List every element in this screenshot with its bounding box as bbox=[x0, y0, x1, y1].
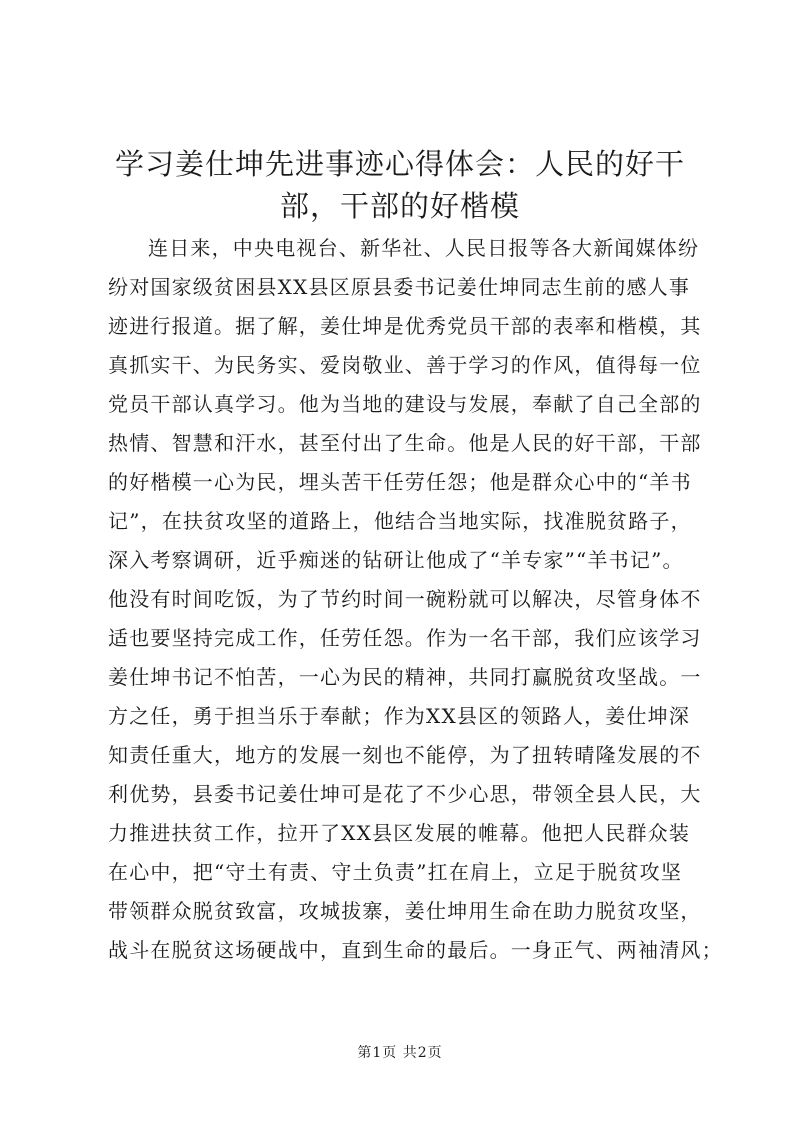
body-line: 党员干部认真学习。他为当地的建设与发展，奉献了自己全部的 bbox=[108, 392, 702, 416]
body-line: 在心中，把“守土有责、守土负责”扛在肩上，立足于脱贫攻坚 bbox=[108, 860, 683, 884]
body-line: 他没有时间吃饭，为了节约时间一碗粉就可以解决，尽管身体不 bbox=[108, 587, 702, 611]
body-line: 的好楷模一心为民，埋头苦干任劳任怨；他是群众心中的“羊书 bbox=[108, 470, 692, 494]
body-line: 姜仕坤书记不怕苦，一心为民的精神，共同打赢脱贫攻坚战。一 bbox=[108, 665, 702, 689]
body-line: 带领群众脱贫致富，攻城拔寨，姜仕坤用生命在助力脱贫攻坚， bbox=[108, 899, 702, 923]
body-line: 知责任重大，地方的发展一刻也不能停，为了扭转晴隆发展的不 bbox=[108, 743, 702, 767]
body-line: 热情、智慧和汗水，甚至付出了生命。他是人民的好干部，干部 bbox=[108, 431, 702, 455]
body-line: 战斗在脱贫这场硬战中，直到生命的最后。一身正气、两袖清风； bbox=[108, 938, 723, 962]
body-line: 记”，在扶贫攻坚的道路上，他结合当地实际，找准脱贫路子， bbox=[108, 509, 692, 533]
page-title-line-1: 学习姜仕坤先进事迹心得体会：人民的好干 bbox=[114, 147, 685, 181]
body-line: 利优势，县委书记姜仕坤可是花了不少心思，带领全县人民，大 bbox=[108, 782, 702, 806]
page-title-line-2: 部，干部的好楷模 bbox=[279, 189, 520, 223]
body-line: 连日来，中央电视台、新华社、人民日报等各大新闻媒体纷 bbox=[148, 236, 700, 260]
body-line: 纷对国家级贫困县XX县区原县委书记姜仕坤同志生前的感人事 bbox=[108, 275, 691, 299]
body-line: 真抓实干、为民务实、爱岗敬业、善于学习的作风，值得每一位 bbox=[108, 353, 702, 377]
page-number-footer: 第1页 共2页 bbox=[357, 1045, 443, 1061]
body-line: 方之任，勇于担当乐于奉献；作为XX县区的领路人，姜仕坤深 bbox=[108, 704, 691, 728]
body-line: 迹进行报道。据了解，姜仕坤是优秀党员干部的表率和楷模，其 bbox=[108, 314, 702, 338]
body-line: 适也要坚持完成工作，任劳任怨。作为一名干部，我们应该学习 bbox=[108, 626, 702, 650]
body-line: 深入考察调研，近乎痴迷的钻研让他成了“羊专家”“羊书记”。 bbox=[108, 548, 684, 572]
body-line: 力推进扶贫工作，拉开了XX县区发展的帷幕。他把人民群众装 bbox=[108, 821, 691, 845]
